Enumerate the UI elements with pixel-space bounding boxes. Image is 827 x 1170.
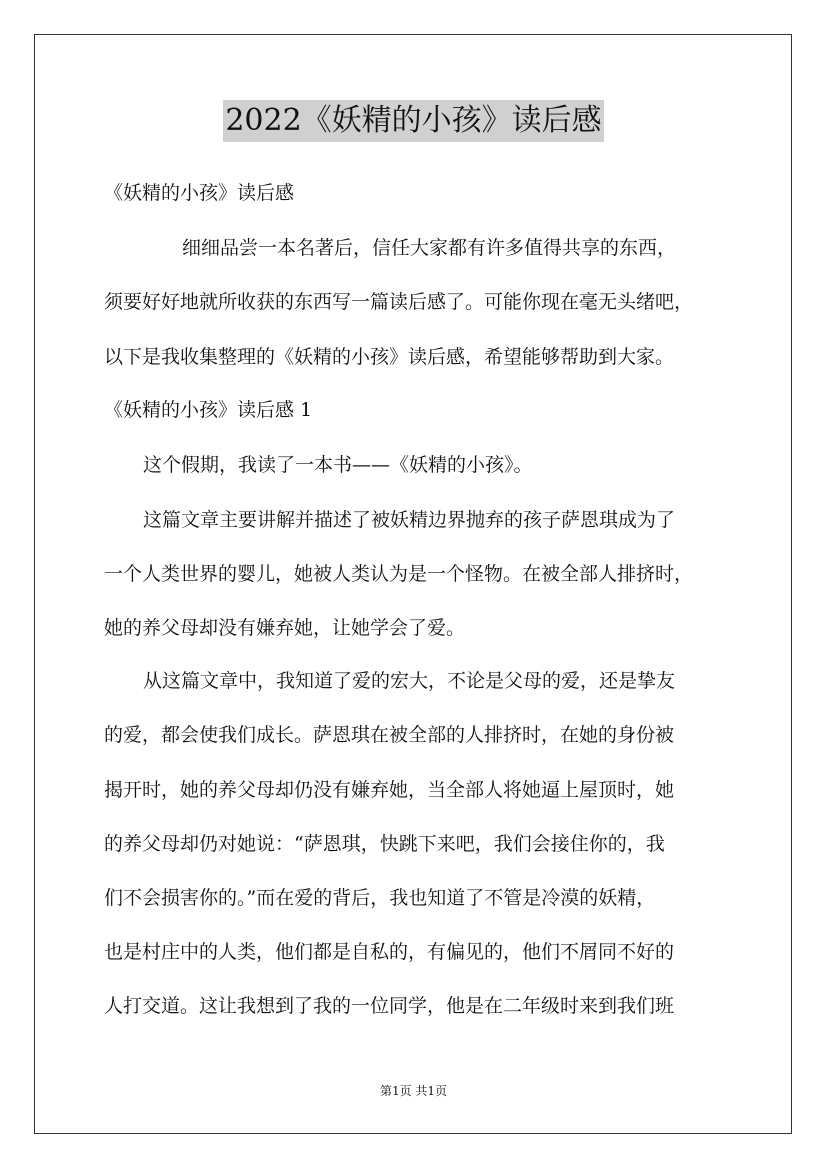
paragraph-line: 这篇文章主要讲解并描述了被妖精边界抛弃的孩子萨恩琪成为了 xyxy=(143,509,676,531)
paragraph-line: 也是村庄中的人类，他们都是自私的，有偏见的，他们不屑同不好的 xyxy=(104,941,675,963)
paragraph-line: 细细品尝一本名著后，信任大家都有许多值得共享的东西， xyxy=(182,237,677,259)
paragraph-line: 的爱，都会使我们成长。萨恩琪在被全部的人排挤时，在她的身份被 xyxy=(104,724,675,746)
paragraph-line: 这个假期，我读了一本书——《妖精的小孩》。 xyxy=(143,454,533,476)
paragraph-line: 的养父母却仍对她说：“萨恩琪，快跳下来吧，我们会接住你的，我 xyxy=(104,833,665,855)
paragraph-line: 以下是我收集整理的《妖精的小孩》读后感，希望能够帮助到大家。 xyxy=(104,346,675,368)
section-heading: 《妖精的小孩》读后感 1 xyxy=(104,399,313,421)
paragraph-line: 人打交道。这让我想到了我的一位同学，他是在二年级时来到我们班 xyxy=(104,995,675,1017)
paragraph-line: 们不会损害你的。”而在爱的背后，我也知道了不管是冷漠的妖精， xyxy=(104,887,656,909)
paragraph-line: 揭开时，她的养父母却仍没有嫌弃她，当全部人将她逼上屋顶时，她 xyxy=(104,779,675,801)
paragraph-line: 从这篇文章中，我知道了爱的宏大，不论是父母的爱，还是挚友 xyxy=(143,670,676,692)
section-heading: 《妖精的小孩》读后感 xyxy=(104,182,295,204)
document-title: 2022《妖精的小孩》读后感 xyxy=(223,100,603,142)
paragraph-line: 须要好好地就所收获的东西写一篇读后感了。可能你现在毫无头绪吧， xyxy=(104,291,694,313)
paragraph-line: 一个人类世界的婴儿，她被人类认为是一个怪物。在被全部人排挤时， xyxy=(104,563,694,585)
paragraph-line: 她的养父母却没有嫌弃她，让她学会了爱。 xyxy=(104,617,466,639)
page-footer: 第1页 共1页 xyxy=(379,1084,448,1098)
title-container xyxy=(0,100,827,142)
